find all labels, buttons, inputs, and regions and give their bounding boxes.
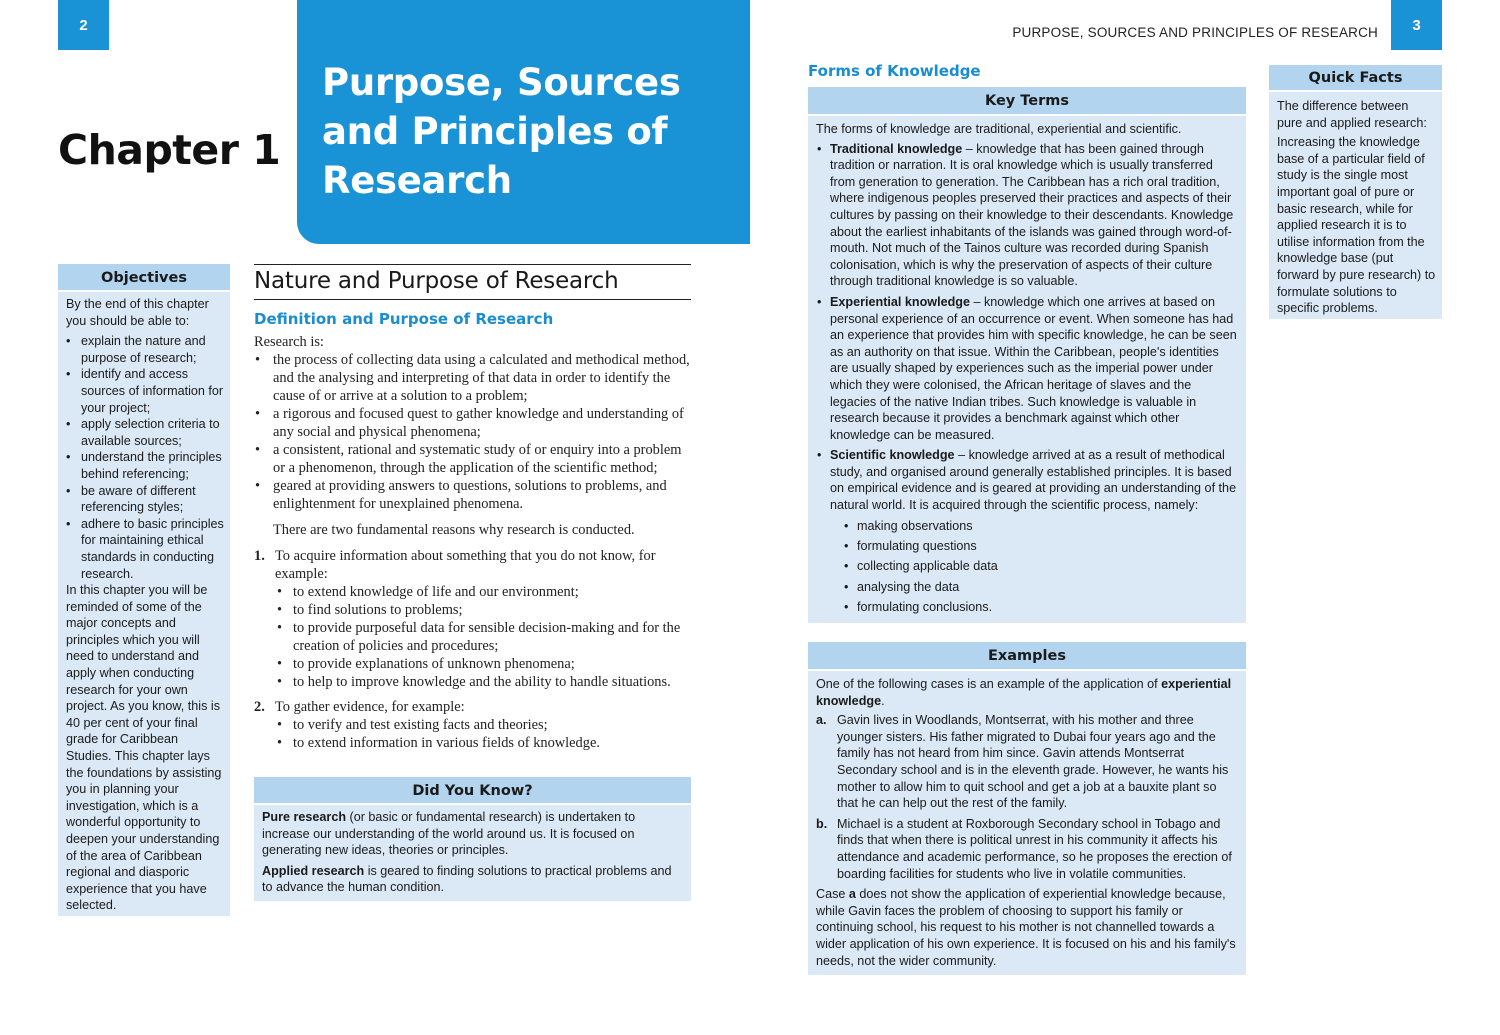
quick-facts-p1: The difference between pure and applied research: xyxy=(1277,99,1427,130)
objective-item: • apply selection criteria to available sources; xyxy=(66,416,224,449)
examples-body xyxy=(808,671,1246,969)
did-you-know-body xyxy=(254,805,691,896)
examples-intro-end: . xyxy=(881,693,885,708)
objective-item: • explain the nature and purpose of research; xyxy=(66,333,224,366)
reasons-list xyxy=(254,547,694,752)
key-terms-heading: Key Terms xyxy=(808,87,1246,116)
objectives-heading: Objectives xyxy=(58,264,230,292)
section-rule-bottom xyxy=(254,299,691,300)
key-term-definition: – knowledge which one arrives at based on personal experience of an occurrence or event. When someone has had an experience that provides him with specific knowledge, he can be seen as an authority on that issue. Within the Caribbean, people's identities are usually shaped by experiences such as the imperial power under which they were colonised, the African heritage of slaves and the legacies of the native Indian tribes. Such knowledge is valuable in research because it provides a benchmark against which other knowledge can be measured. xyxy=(830,294,1237,442)
objectives-closing: In this chapter you will be reminded of some of the major concepts and principles which you will need to understand and apply when conducting research for your own project. As you know, this is 40 per cent of your final grade for Caribbean Studies. This chapter lays the foundations by assisting you in planning your investigation, which is a wonderful opportunity to deepen your understanding of the area of Caribbean regional and diasporic experience that you have selected. xyxy=(66,583,222,913)
scientific-step: • analysing the data xyxy=(830,579,1238,596)
key-term-name: Experiential knowledge xyxy=(830,294,970,309)
examples-intro-term: experiential knowledge xyxy=(816,677,1232,708)
reason-item xyxy=(254,547,694,691)
pure-research-term: Pure research xyxy=(262,810,347,824)
objectives-box xyxy=(58,264,230,916)
examples-list xyxy=(816,712,1238,882)
research-is-label: Research is: xyxy=(254,334,324,350)
chapter-title: Purpose, Sources and Principles of Research xyxy=(322,61,681,202)
conclusion-text: does not show the application of experiential knowledge because, while Gavin faces the problem of choosing to support his family or continuing school, his request to his mother is not channelled towards a wider application of his own experience. It is focused on his and his family's needs, not the wider community. xyxy=(816,887,1236,968)
reason-subitem: • to find solutions to problems; xyxy=(275,601,694,619)
research-is-item: • a rigorous and focused quest to gather knowledge and understanding of any social and physical phenomena; xyxy=(254,405,694,441)
pure-research-para xyxy=(262,809,683,859)
examples-box xyxy=(808,642,1246,975)
page-number-left: 2 xyxy=(58,0,109,50)
research-is-item: • geared at providing answers to questions, solutions to problems, and enlightenment for unexplained phenomena. xyxy=(254,477,694,513)
section-title: Nature and Purpose of Research xyxy=(254,268,619,294)
definition-body xyxy=(254,333,694,759)
pure-research-text: (or basic or fundamental research) is undertaken to increase our understanding of the world around us. It is focused on generating new ideas, theories or principles. xyxy=(262,810,636,858)
objective-item: • be aware of different referencing styles; xyxy=(66,483,224,516)
quick-facts-heading: Quick Facts xyxy=(1269,65,1442,92)
scientific-step: • making observations xyxy=(830,518,1238,535)
example-case-text: Michael is a student at Roxborough Secondary school in Tobago and finds that when there is political unrest in his community it affects his attendance and academic performance, so he proposes the erection of boarding facilities for students who live in volatile communities. xyxy=(837,816,1232,881)
reason-number: 1. xyxy=(254,548,265,564)
conclusion-case: a xyxy=(848,887,856,902)
key-terms-box xyxy=(808,87,1246,623)
reason-text: To acquire information about something that you do not know, for example: xyxy=(275,548,656,582)
examples-intro-text: One of the following cases is an example of the application of xyxy=(816,677,1162,691)
key-term-name: Traditional knowledge xyxy=(830,141,963,156)
key-term-definition: – knowledge that has been gained through tradition or narration. It is oral knowledge which is usually transferred from generation to generation. The Caribbean has a rich oral tradition, where indigenous peoples preserved their practices and aspects of their cultures by passing on their knowledge to their descendants. Knowledge about the earliest inhabitants of the islands was gained through word-of-mouth. Not much of the Tainos culture was recorded during Spanish colonisation, which is why the preservation of aspects of their culture through traditional knowledge is so valuable. xyxy=(830,141,1234,289)
reason-subitem: • to provide purposeful data for sensible decision-making and for the creation of policies and procedures; xyxy=(275,619,694,655)
key-term-item xyxy=(816,447,1238,616)
conclusion-pre: Case xyxy=(816,887,849,902)
reasons-intro: There are two fundamental reasons why research is conducted. xyxy=(273,522,635,538)
quick-facts-body xyxy=(1269,92,1442,317)
example-case-label: b. xyxy=(816,816,828,831)
page-number-right: 3 xyxy=(1391,0,1442,50)
objective-item: • understand the principles behind referencing; xyxy=(66,449,224,482)
reason-subitem: • to help to improve knowledge and the ability to handle situations. xyxy=(275,673,694,691)
example-case xyxy=(816,712,1238,812)
chapter-label: Chapter 1 xyxy=(58,126,281,174)
scientific-steps-list xyxy=(830,518,1238,616)
applied-research-para xyxy=(262,863,683,896)
key-term-item xyxy=(816,141,1238,290)
quick-facts-p2: Increasing the knowledge base of a particular field of study is the single most important goal of pure or basic research, while for applied research it is to utilise information from the knowledge base (put forward by pure research) to formulate solutions to specific problems. xyxy=(1277,135,1436,316)
reason-sublist xyxy=(275,716,694,752)
scientific-step: • formulating conclusions. xyxy=(830,599,1238,616)
running-head: PURPOSE, SOURCES AND PRINCIPLES OF RESEARCH xyxy=(1012,25,1378,40)
applied-research-term: Applied research xyxy=(262,863,365,878)
key-term-definition: – knowledge arrived at as a result of methodical study, and organised around generally established principles. It is based on empirical evidence and is geared at providing an understanding of the natural world. It is acquired through the scientific process, namely: xyxy=(830,448,1237,513)
example-case xyxy=(816,816,1238,882)
applied-research-text: is geared to finding solutions to practical problems and to advance the human condition. xyxy=(262,863,672,895)
objectives-body xyxy=(58,292,230,914)
reason-text: To gather evidence, for example: xyxy=(275,699,465,715)
scientific-step: • collecting applicable data xyxy=(830,558,1238,575)
definition-heading: Definition and Purpose of Research xyxy=(254,310,554,328)
objective-item: • identify and access sources of information for your project; xyxy=(66,366,224,416)
research-is-item: • the process of collecting data using a calculated and methodical method, and the analysing and interpreting of that data in order to identify the cause of or arrive at a solution to a problem; xyxy=(254,351,694,405)
example-case-text: Gavin lives in Woodlands, Montserrat, with his mother and three younger sisters. His father migrated to Dubai four years ago and the family has not heard from him since. Gavin attends Montserrat Secondary school and is in the eleventh grade. However, he wants his mother to allow him to quit school and get a job at a bauxite plant so that he can help out the rest of the family. xyxy=(837,713,1229,811)
objectives-list xyxy=(66,333,224,582)
key-term-name: Scientific knowledge xyxy=(830,448,955,463)
examples-intro xyxy=(816,676,1238,709)
key-terms-body xyxy=(808,116,1246,616)
examples-conclusion xyxy=(816,886,1238,969)
did-you-know-heading: Did You Know? xyxy=(254,777,691,805)
reason-number: 2. xyxy=(254,699,265,715)
reason-sublist xyxy=(275,583,694,691)
reason-subitem: • to extend knowledge of life and our environment; xyxy=(275,583,694,601)
research-is-item: • a consistent, rational and systematic study of or enquiry into a problem or a phenomenon, through the application of the scientific method; xyxy=(254,441,694,477)
chapter-title-banner xyxy=(297,0,750,244)
quick-facts-box xyxy=(1269,65,1442,319)
forms-heading: Forms of Knowledge xyxy=(808,62,981,80)
key-term-item xyxy=(816,294,1238,443)
did-you-know-box xyxy=(254,777,691,901)
research-is-list xyxy=(254,351,694,513)
scientific-step: • formulating questions xyxy=(830,538,1238,555)
key-terms-intro: The forms of knowledge are traditional, experiential and scientific. xyxy=(816,122,1182,136)
reason-subitem: • to provide explanations of unknown phenomena; xyxy=(275,655,694,673)
reason-item xyxy=(254,698,694,752)
objective-item: • adhere to basic principles for maintaining ethical standards in conducting research. xyxy=(66,516,224,582)
example-case-label: a. xyxy=(816,713,827,728)
examples-heading: Examples xyxy=(808,642,1246,671)
key-terms-list xyxy=(816,141,1238,616)
section-rule-top xyxy=(254,264,691,265)
reason-subitem: • to extend information in various fields of knowledge. xyxy=(275,734,694,752)
objectives-intro: By the end of this chapter you should be able to: xyxy=(66,297,209,328)
reason-subitem: • to verify and test existing facts and theories; xyxy=(275,716,694,734)
